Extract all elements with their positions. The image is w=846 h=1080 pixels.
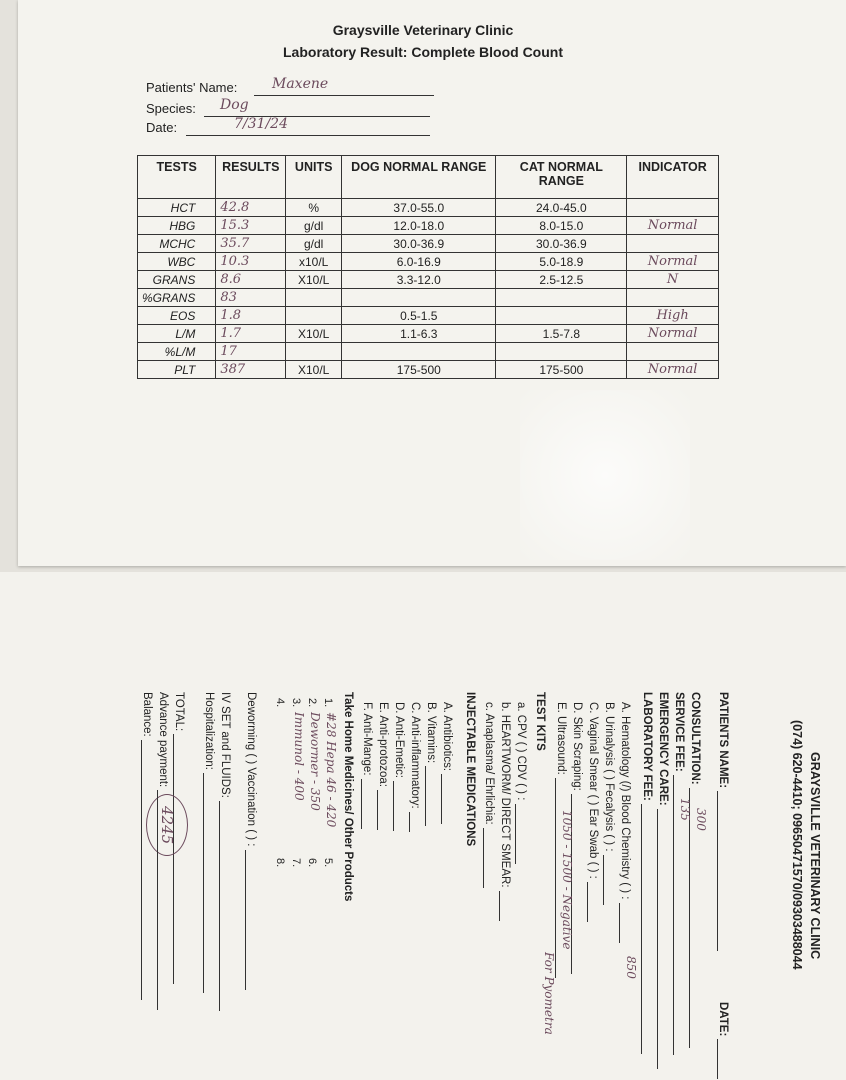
lab-item-label: B. Urinalysis ( ) Fecalysis ( ) : [603,702,615,852]
indicator: Normal [627,325,719,343]
species-field [146,97,249,116]
date-label: Date: [146,120,178,135]
total-value: 4245 [158,806,176,845]
injectable-line [409,812,422,832]
billing-patients-name [717,692,730,951]
total-line [173,734,186,984]
test-name: %L/M [138,343,216,361]
test-name: EOS [138,307,216,325]
deworming-row [245,692,258,990]
lab-fee-line [641,804,654,1054]
billing-sheet-rotated-content [0,572,846,1080]
cat-range: 30.0-36.9 [496,235,627,253]
table-row [138,199,719,217]
kit-item [515,702,528,864]
indicator: Normal [627,253,719,271]
test-result: 17 [216,343,286,361]
dog-range: 3.3-12.0 [342,271,496,289]
emergency-care-row [657,692,670,1069]
indicator [627,343,719,361]
table-row [138,217,719,235]
injectable-label: B. Vitamins: [425,702,437,764]
test-name: HBG [138,217,216,235]
billing-clinic-name: GRAYSVILLE VETERINARY CLINIC [808,752,822,960]
deworming-line [245,850,258,990]
test-name: %GRANS [138,289,216,307]
indicator: Normal [627,361,719,379]
test-result: 1.8 [216,307,286,325]
lab-item-label: A. Hematology (/) Blood Chemistry ( ) : [619,702,631,900]
cat-range: 24.0-45.0 [496,199,627,217]
injectable-line [361,779,374,829]
table-row [138,253,719,271]
injectable-line [377,790,390,830]
injectable-item [425,702,438,826]
consultation-value: 300 [694,808,708,831]
take-home-number: 1. [322,698,334,708]
kit-item-line [515,804,528,864]
hospitalization-line [203,773,216,993]
indicator: High [627,307,719,325]
patient-name-label: Patients' Name: [146,80,238,95]
table-row [138,361,719,379]
table-header-row [138,156,719,199]
take-home-number: 5. [322,858,334,868]
injectable-heading: INJECTABLE MEDICATIONS [464,692,476,847]
test-name: HCT [138,199,216,217]
test-unit [286,289,342,307]
cat-range: 2.5-12.5 [496,271,627,289]
lab-item [587,702,600,922]
patients-name-label: PATIENTS NAME: [717,692,729,789]
test-unit: g/dl [286,217,342,235]
lab-fee-label: LABORATORY FEE: [641,692,653,801]
test-unit: X10/L [286,361,342,379]
dog-range: 0.5-1.5 [342,307,496,325]
dog-range: 12.0-18.0 [342,217,496,235]
header-results: RESULTS [216,156,286,199]
injectable-label: C. Anti-inflammatory: [409,702,421,809]
species-label: Species: [146,101,196,116]
indicator: Normal [627,217,719,235]
hospitalization-row [203,692,216,993]
injectable-item [361,702,374,829]
kit-item-line [499,891,512,921]
indicator [627,289,719,307]
total-label: TOTAL: [173,692,185,732]
injectable-line [393,781,406,831]
injectable-label: E. Anti-protozoa: [377,702,389,788]
lab-item-label: C. Vaginal Smear ( ) Ear Swab ( ) : [587,702,599,879]
take-home-number: 2. [306,698,318,708]
injectable-label: A. Antibiotics: [441,702,453,772]
service-fee-value: 135 [678,798,692,821]
emergency-care-label: EMERGENCY CARE: [657,692,669,806]
billing-phone-numbers: (074) 620-4410; 09650471570/09303488044 [790,720,804,970]
patient-name-line [254,95,434,96]
lab-fee-row [641,692,654,1054]
dog-range: 6.0-16.9 [342,253,496,271]
ultrasound-value: 1050 - 1500 - Negative [560,810,574,950]
header-indicator: INDICATOR [627,156,719,199]
indicator: N [627,271,719,289]
kit-item-line [483,828,496,888]
test-name: L/M [138,325,216,343]
date-value: 7/31/24 [234,116,288,132]
take-home-number: 6. [306,858,318,868]
billing-date-label: DATE: [717,1002,729,1037]
cat-range [496,343,627,361]
advance-payment-line [157,790,170,1010]
take-home-item: #28 Hepa 46 - 420 [324,712,338,828]
cbc-results-table [137,155,719,379]
test-name: MCHC [138,235,216,253]
consultation-row [689,692,702,1048]
take-home-number: 8. [274,858,286,868]
lab-item [603,702,616,905]
take-home-number: 7. [290,858,302,868]
take-home-number: 3. [290,698,302,708]
dog-range: 37.0-55.0 [342,199,496,217]
test-result: 42.8 [216,199,286,217]
test-name: WBC [138,253,216,271]
cat-range: 1.5-7.8 [496,325,627,343]
balance-label: Balance: [141,692,153,737]
test-result: 387 [216,361,286,379]
cat-range: 5.0-18.9 [496,253,627,271]
date-field [146,116,288,135]
table-row [138,235,719,253]
species-value: Dog [220,97,249,113]
injectable-line [441,774,454,824]
test-name: GRANS [138,271,216,289]
test-unit [286,343,342,361]
lab-item-line [587,882,600,922]
hospitalization-label: Hospitalization: [203,692,215,770]
lab-item-line [603,855,616,905]
billing-date [717,1002,730,1079]
lab-item-label: E. Ultrasound: [555,702,567,775]
kit-item [499,702,512,921]
table-row [138,289,719,307]
test-result: 10.3 [216,253,286,271]
lab-item-line [619,903,632,943]
take-home-item: Immunol - 400 [292,712,306,801]
table-row [138,325,719,343]
dog-range: 1.1-6.3 [342,325,496,343]
kit-item [483,702,496,888]
table-row [138,271,719,289]
lab-item [619,702,632,943]
paper-fold-glare [520,390,690,560]
table-row [138,343,719,361]
header-units: UNITS [286,156,342,199]
injectable-item [377,702,390,830]
billing-sheet [0,572,846,1080]
test-result: 35.7 [216,235,286,253]
cat-range [496,289,627,307]
take-home-number: 4. [274,698,286,708]
test-unit: x10/L [286,253,342,271]
patients-name-line [717,791,730,951]
clinic-name: Graysville Veterinary Clinic [332,22,514,38]
test-kits-heading: TEST KITS [534,692,546,751]
document-title: Laboratory Result: Complete Blood Count [283,44,563,60]
consultation-label: CONSULTATION: [689,692,701,785]
test-result: 8.6 [216,271,286,289]
injectable-label: D. Anti-Emetic: [393,702,405,779]
iv-fluids-row [219,692,232,1011]
deworming-label: Deworming ( ) Vaccination ( ) : [245,692,257,847]
injectable-item [441,702,454,824]
iv-fluids-label: IV SET and FLUIDS: [219,692,231,798]
injectable-item [393,702,406,831]
iv-fluids-line [219,801,232,1011]
indicator [627,199,719,217]
test-result: 15.3 [216,217,286,235]
patient-name-value: Maxene [272,76,329,92]
header-dog-range: DOG NORMAL RANGE [342,156,496,199]
test-unit: X10/L [286,325,342,343]
dog-range: 30.0-36.9 [342,235,496,253]
service-fee-label: SERVICE FEE: [673,692,685,772]
billing-date-line [717,1039,730,1079]
table-row [138,307,719,325]
indicator [627,235,719,253]
kit-item-label: c. Anaplasma/ Ehrlichia: [483,702,495,825]
balance-line [141,740,154,1000]
test-unit [286,307,342,325]
header-cat-range: CAT NORMAL RANGE [496,156,627,199]
header-tests: TESTS [138,156,216,199]
ultrasound-note: For Pyometra [542,952,556,1035]
dog-range [342,289,496,307]
dog-range: 175-500 [342,361,496,379]
injectable-line [425,766,438,826]
take-home-heading: Take Home Medicines/ Other Products [342,692,354,902]
test-unit: X10/L [286,271,342,289]
test-unit: g/dl [286,235,342,253]
advance-payment-label: Advance payment: [157,692,169,788]
dog-range [342,343,496,361]
injectable-label: F. Anti-Mange: [361,702,373,776]
advance-payment-row [157,692,170,1010]
service-fee-row [673,692,686,1055]
test-name: PLT [138,361,216,379]
emergency-care-line [657,809,670,1069]
injectable-item [409,702,422,832]
kit-item-label: a. CPV ( ) CDV ( ) : [515,702,527,801]
kit-item-label: b. HEARTWORM/ DIRECT SMEAR: [499,702,511,888]
test-result: 1.7 [216,325,286,343]
test-unit: % [286,199,342,217]
lab-item-value: 850 [624,956,638,979]
take-home-item: Dewormer - 350 [308,712,322,811]
lab-item-label: D. Skin Scraping: [571,702,583,791]
cat-range [496,307,627,325]
patient-name-field [146,76,329,95]
date-line [186,135,430,136]
cat-range: 8.0-15.0 [496,217,627,235]
cat-range: 175-500 [496,361,627,379]
balance-row [141,692,154,1000]
test-result: 83 [216,289,286,307]
